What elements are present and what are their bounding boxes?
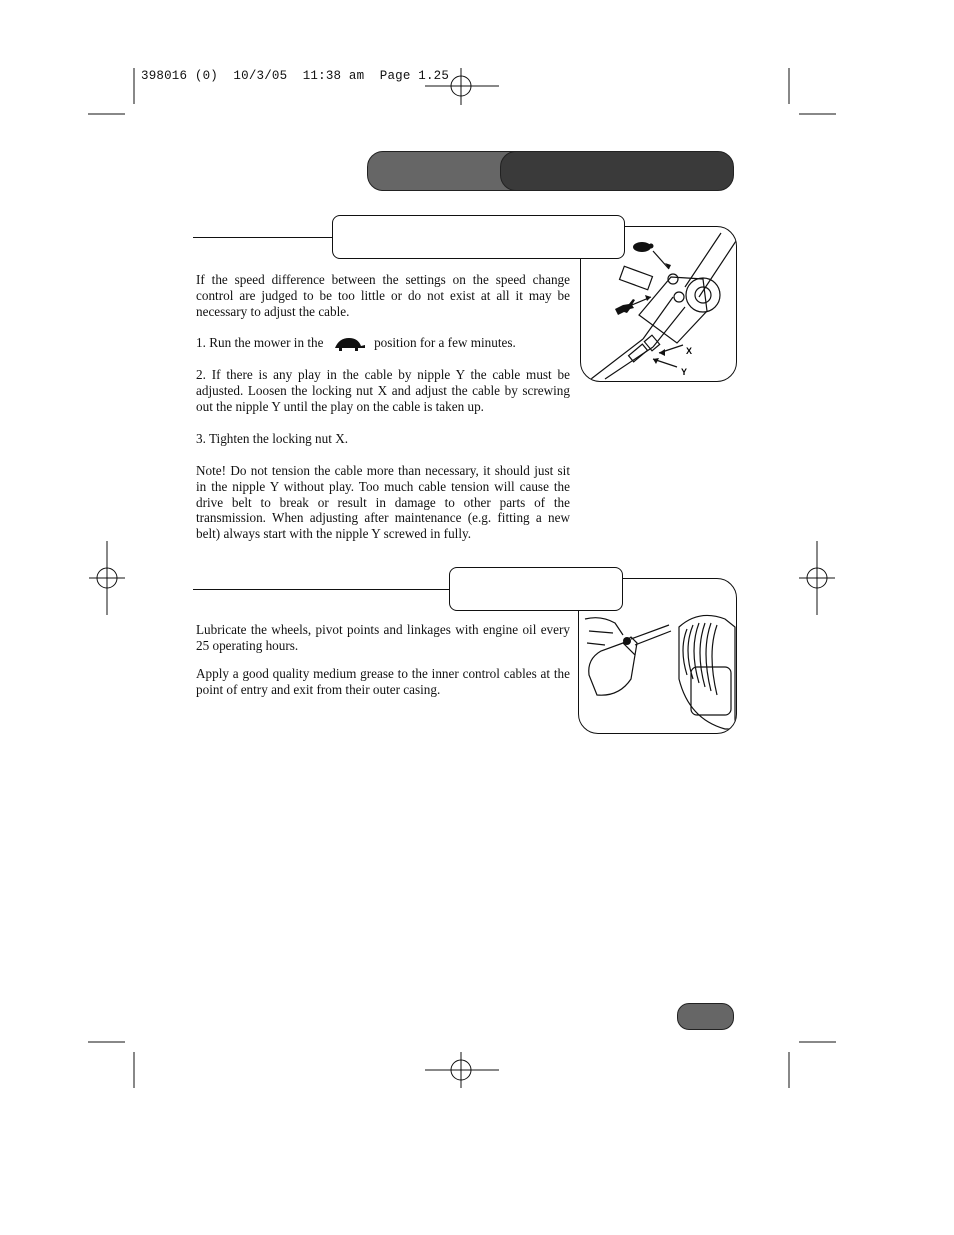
print-slug: 398016 (0) 10/3/05 11:38 am Page 1.25 bbox=[141, 69, 450, 83]
header-tab-left bbox=[367, 151, 517, 191]
section1-heading-box bbox=[332, 215, 625, 259]
page-number-pill bbox=[677, 1003, 734, 1030]
section1-intro: If the speed difference between the settings on the speed change control are judged to be too little or do not exist at all it may be necessary to adjust the cable. bbox=[196, 272, 570, 319]
figure-label-y: Y bbox=[681, 367, 688, 377]
step1-text-after: position for a few minutes. bbox=[374, 335, 516, 351]
section1-step3: 3. Tighten the locking nut X. bbox=[196, 431, 349, 446]
header-tab-right bbox=[500, 151, 734, 191]
section2-para1: Lubricate the wheels, pivot points and linkages with engine oil every 25 operating hours. bbox=[196, 622, 570, 653]
figure-label-x: X bbox=[686, 346, 693, 356]
step1-text-before: 1. Run the mower in the bbox=[196, 335, 324, 351]
section2-para2: Apply a good quality medium grease to the inner control cables at the point of entry and exit from their outer casing. bbox=[196, 666, 570, 697]
section2-heading-box bbox=[449, 567, 623, 611]
section1-note: Note! Do not tension the cable more than necessary, it should just sit in the nipple Y without play. Too much cable tension will cause the drive belt to break or result in damage to other parts of the transmission. When adjusting after maintenance (e.g. fitting a new belt) always start with the nipple Y screwed in fully. bbox=[196, 463, 570, 542]
section1-rule bbox=[193, 237, 333, 238]
section1-step1 bbox=[196, 335, 570, 353]
section1-step2: 2. If there is any play in the cable by nipple Y the cable must be adjusted. Loosen the locking nut X and adjust the cable by screwing out the nipple Y until the play on the cable is taken up. bbox=[196, 367, 570, 414]
turtle-icon bbox=[331, 335, 367, 353]
section2-rule bbox=[193, 589, 450, 590]
